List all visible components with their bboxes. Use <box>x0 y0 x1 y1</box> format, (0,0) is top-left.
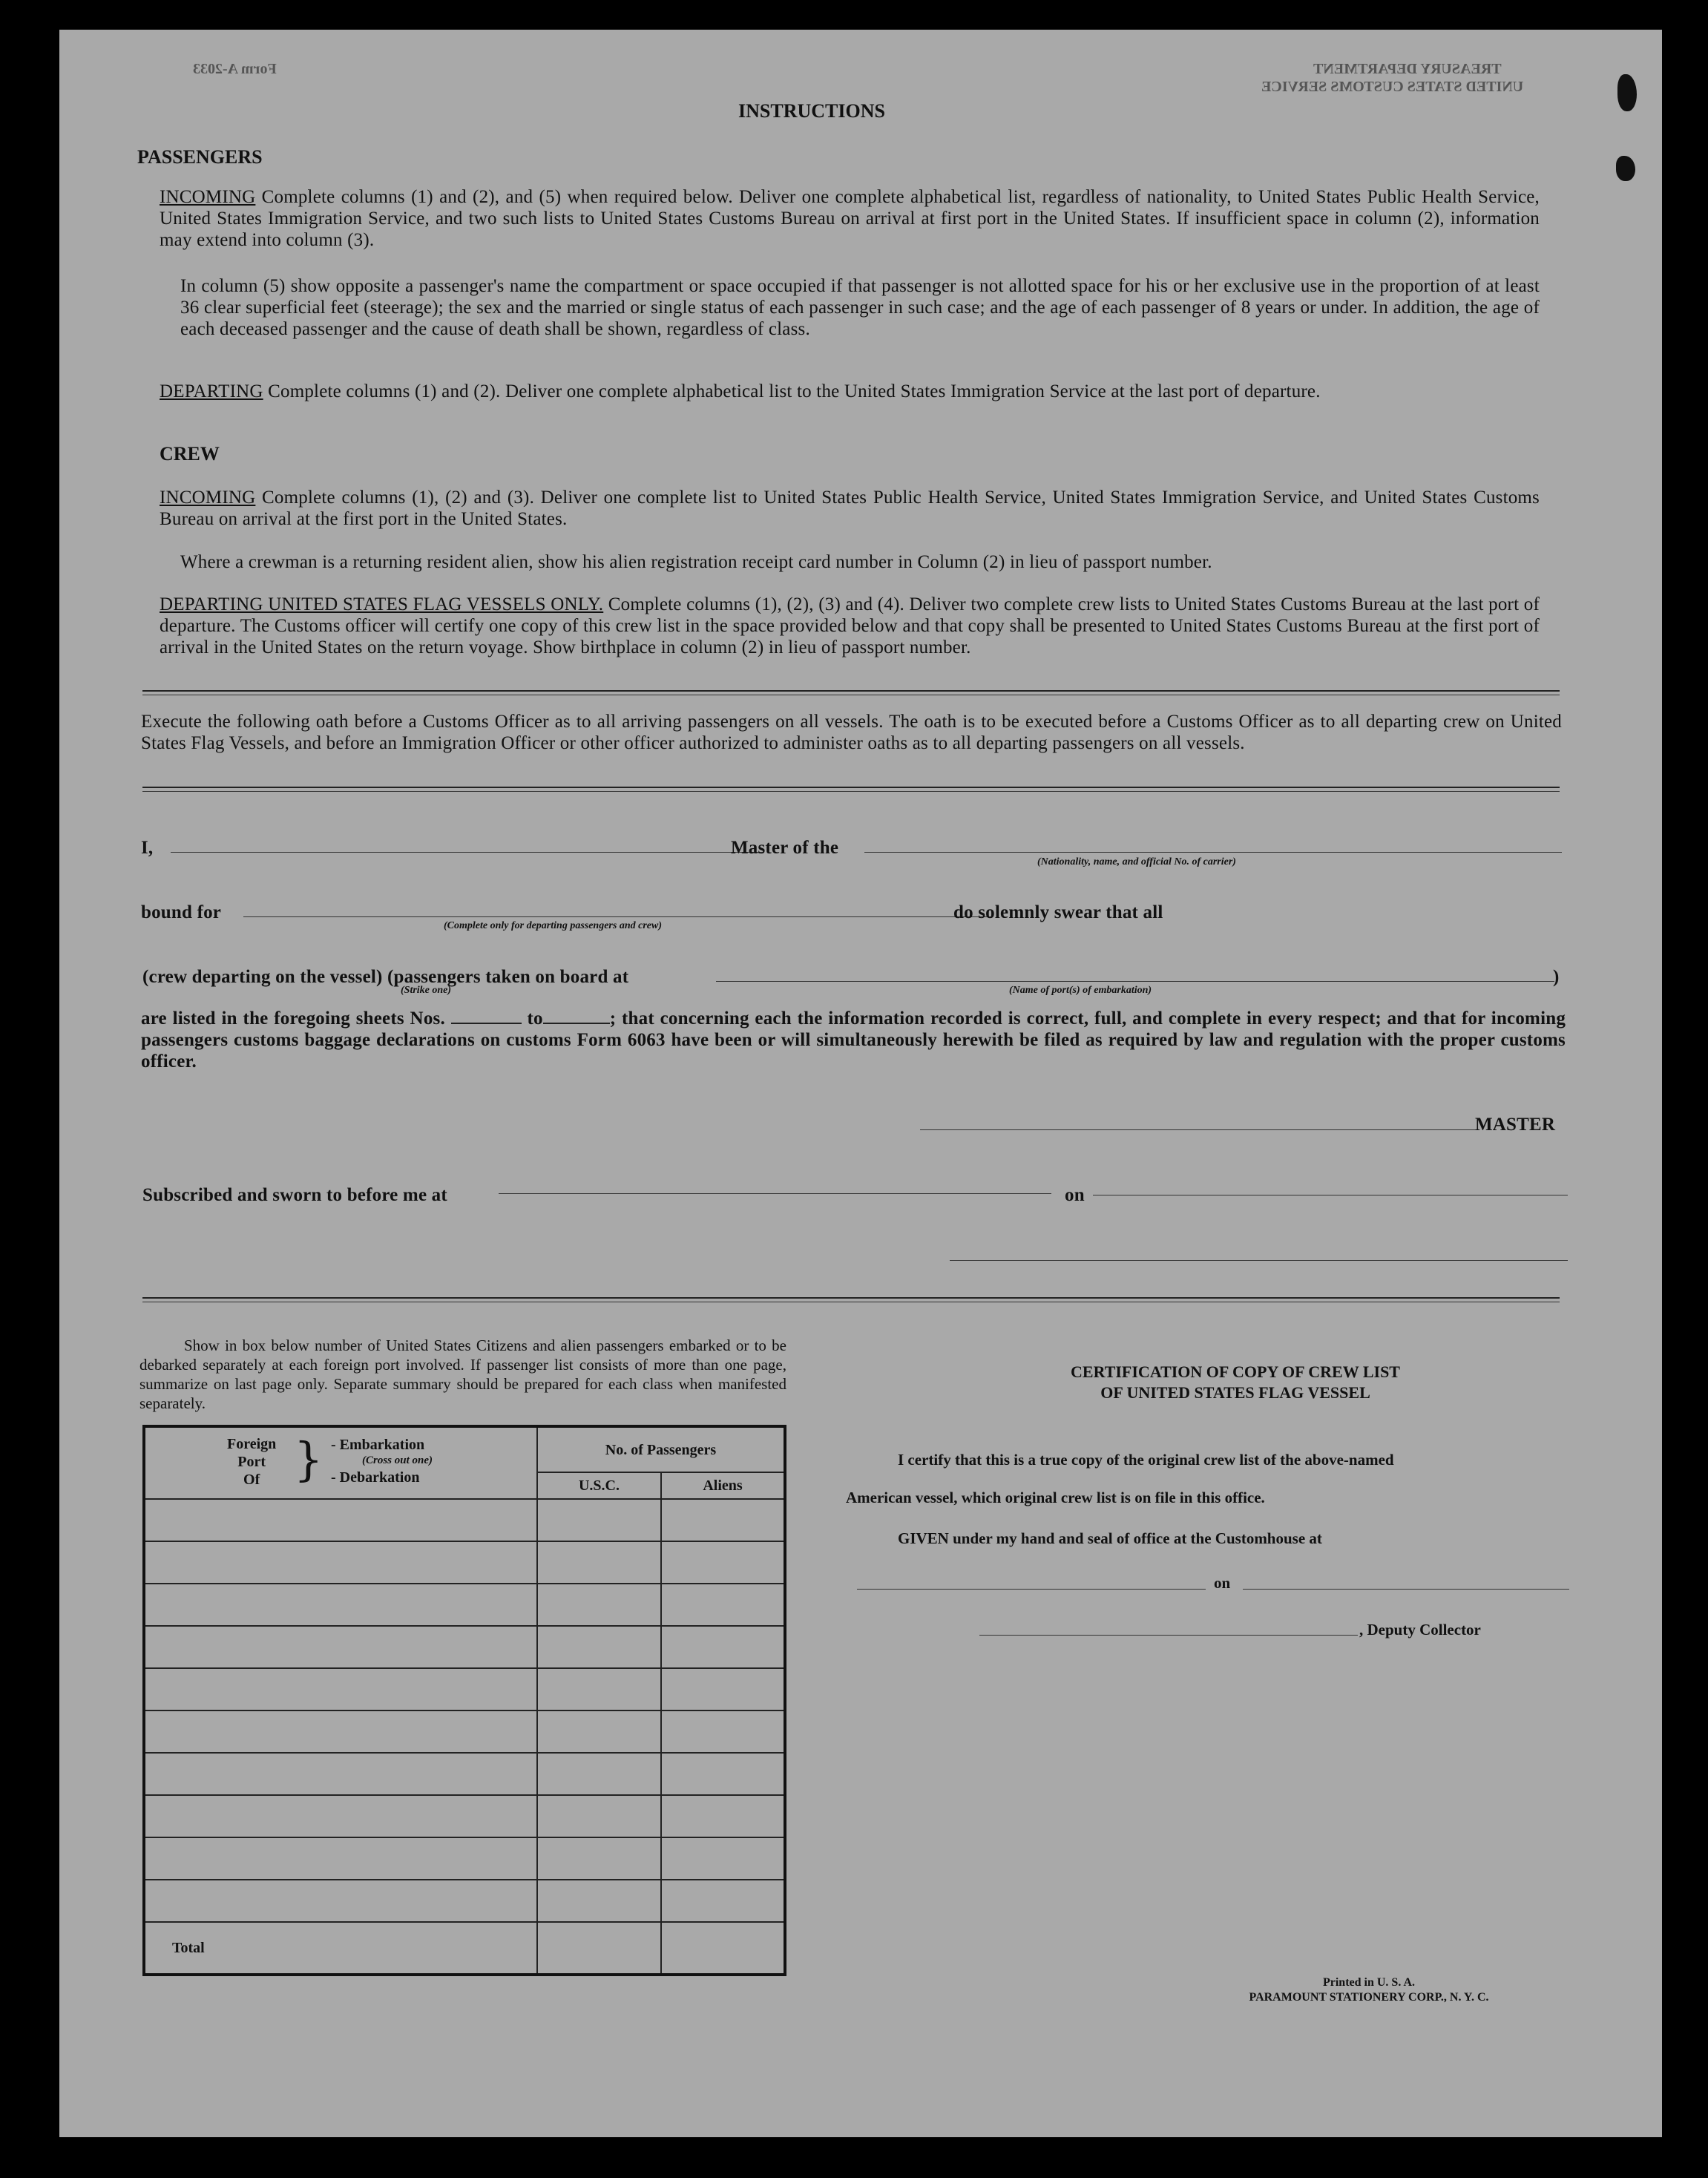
aliens-total-cell[interactable] <box>661 1922 785 1975</box>
ports-field[interactable] <box>716 981 1554 982</box>
sheets-to-field[interactable] <box>543 1009 610 1024</box>
usc-cell[interactable] <box>537 1584 661 1626</box>
ink-blot <box>1617 74 1637 111</box>
port-cell[interactable] <box>144 1668 537 1710</box>
usc-cell[interactable] <box>537 1668 661 1710</box>
aliens-cell[interactable] <box>661 1837 785 1880</box>
crew-incoming-text: Complete columns (1), (2) and (3). Deliver one complete list to United States Public Health Service, United States Immigration Service, and United States Customs Bureau on arrival at the first port in the United States. <box>160 488 1540 529</box>
usc-total-cell[interactable] <box>537 1922 661 1975</box>
port-cell[interactable] <box>144 1880 537 1922</box>
usc-cell[interactable] <box>537 1753 661 1795</box>
document-page <box>59 30 1662 2137</box>
customhouse-field[interactable] <box>857 1589 1206 1590</box>
no-passengers-label: No. of Passengers <box>538 1429 784 1473</box>
table-row <box>144 1541 785 1584</box>
crew-incoming-label: INCOMING <box>160 488 256 508</box>
crew-departing-label: DEPARTING UNITED STATES FLAG VESSELS ONLY. <box>160 594 604 614</box>
ink-blot <box>1616 156 1635 181</box>
subscribed-on-label: on <box>1065 1185 1085 1205</box>
divider-rule <box>142 1297 1560 1299</box>
summary-instructions: Show in box below number of United States Citizens and alien passengers embarked or to be debarked separately at each foreign port involved. If passenger list consists of more than one page, summarize on last page only. Separate summary should be prepared for each class when manifested separately. <box>139 1336 786 1412</box>
table-row <box>144 1668 785 1710</box>
certification-title: CERTIFICATION OF COPY OF CREW LIST OF UNITED STATES FLAG VESSEL <box>1071 1362 1400 1402</box>
strike-one-caption: (Strike one) <box>401 985 452 996</box>
table-row <box>144 1710 785 1753</box>
certify-text: I certify that this is a true copy of the original crew list of the above-named <box>898 1451 1394 1469</box>
aliens-cell[interactable] <box>661 1795 785 1837</box>
usc-cell[interactable] <box>537 1795 661 1837</box>
aliens-cell[interactable] <box>661 1626 785 1668</box>
oath-i-label: I, <box>141 838 154 858</box>
passengers-header-cell <box>537 1426 785 1499</box>
master-signature-line[interactable] <box>920 1129 1477 1130</box>
debarkation-label[interactable]: - Debarkation <box>331 1469 420 1486</box>
crew-departing-text: Complete columns (1), (2), (3) and (4). Deliver two complete crew lists to United States Customs Bureau at the last port of departure. The Customs officer will certify one copy of this crew list in the space provided below and that copy shall be presented to United States Customs Bureau at the first port of arrival in the United States on the return voyage. Show birthplace in column (2) in lieu of passport number. <box>160 594 1540 657</box>
port-cell[interactable] <box>144 1499 537 1541</box>
oath-swear-label: do solemnly swear that all <box>953 902 1163 922</box>
passengers-incoming-paragraph <box>160 186 1540 251</box>
deputy-collector-label: , Deputy Collector <box>1359 1621 1481 1639</box>
usc-cell[interactable] <box>537 1710 661 1753</box>
sheets-from-field[interactable] <box>451 1009 522 1024</box>
passengers-incoming-text: Complete columns (1) and (2), and (5) when required below. Deliver one complete alphabetical list, regardless of nationality, to United States Public Health Service, United States Immigration Service, and two such lists to United States Customs Bureau on arrival at first port in the United States. If insufficient space in column (2), information may extend into column (3). <box>160 187 1540 250</box>
certification-date-field[interactable] <box>1243 1589 1569 1590</box>
crew-alien-paragraph: Where a crewman is a returning resident alien, show his alien registration receipt card number in Column (2) in lieu of passport number. <box>180 552 1212 572</box>
oath-instructions: Execute the following oath before a Customs Officer as to all arriving passengers on all vessels. The oath is to be executed before a Customs Officer as to all departing crew on United States Flag Vessels, and before an Immigration Officer or other officer authorized to administer oaths as to all departing passengers on all vessels. <box>141 712 1562 753</box>
port-header-label: Foreign Port Of <box>227 1436 277 1488</box>
table-row <box>144 1880 785 1922</box>
oath-listed-paragraph <box>141 1008 1566 1072</box>
bleed-through-service: UNITED STATES CUSTOMS SERVICE <box>1261 79 1524 95</box>
passengers-column5-paragraph: In column (5) show opposite a passenger's name the compartment or space occupied if that passenger is not allotted space for his or her exclusive use in the proportion of at least 36 clear superficial feet (steerage); the sex and the married or single status of each passenger in such case; and the age of each passenger of 8 years or under. In addition, the age of each deceased passenger and the cause of death shall be shown, regardless of class. <box>180 276 1540 339</box>
crew-incoming-paragraph <box>160 487 1540 530</box>
carrier-caption: (Nationality, name, and official No. of carrier) <box>1037 856 1236 867</box>
crew-departing-paragraph <box>160 594 1540 658</box>
vessel-text: American vessel, which original crew list is on file in this office. <box>846 1489 1265 1506</box>
usc-cell[interactable] <box>537 1541 661 1584</box>
oath-to-label: to <box>527 1008 543 1029</box>
officer-signature-line[interactable] <box>950 1260 1568 1261</box>
bleed-through-department: TREASURY DEPARTMENT <box>1313 61 1502 77</box>
port-cell[interactable] <box>144 1710 537 1753</box>
page-title: INSTRUCTIONS <box>738 100 885 122</box>
aliens-cell[interactable] <box>661 1710 785 1753</box>
usc-cell[interactable] <box>537 1880 661 1922</box>
port-cell[interactable] <box>144 1541 537 1584</box>
given-text: GIVEN under my hand and seal of office at the Customhouse at <box>898 1529 1322 1547</box>
divider-rule <box>142 690 1560 692</box>
usc-header: U.S.C. <box>538 1473 662 1498</box>
table-row <box>144 1584 785 1626</box>
passengers-departing-label: DEPARTING <box>160 381 263 401</box>
passengers-departing-paragraph <box>160 381 1540 402</box>
port-cell[interactable] <box>144 1837 537 1880</box>
oath-bound-for-label: bound for <box>141 902 222 922</box>
master-label: MASTER <box>1475 1115 1556 1135</box>
port-cell[interactable] <box>144 1795 537 1837</box>
ports-caption: (Name of port(s) of embarkation) <box>1009 985 1152 996</box>
oath-crew-departing-label: (crew departing on the vessel) (passengers taken on board at <box>142 967 629 987</box>
passenger-summary-table <box>142 1425 786 1976</box>
bleed-through-form-number: Form A-2033 <box>193 61 277 77</box>
embarkation-label[interactable]: - Embarkation <box>331 1437 425 1453</box>
oath-listed-label: are listed in the foregoing sheets Nos. <box>141 1008 445 1029</box>
passengers-heading: PASSENGERS <box>137 146 263 168</box>
table-row <box>144 1837 785 1880</box>
aliens-cell[interactable] <box>661 1668 785 1710</box>
master-name-field[interactable] <box>171 852 764 853</box>
port-cell[interactable] <box>144 1584 537 1626</box>
oath-listed-rest: ; that concerning each the information recorded is correct, full, and complete in every respect; and that for incoming passengers customs baggage declarations on customs Form 6063 have been or will simultaneously herewith be filed as required by law and regulation with the proper customs officer. <box>141 1008 1566 1072</box>
table-row <box>144 1753 785 1795</box>
aliens-cell[interactable] <box>661 1753 785 1795</box>
printer-imprint: Printed in U. S. A. PARAMOUNT STATIONERY CORP., N. Y. C. <box>1249 1976 1489 2004</box>
aliens-cell[interactable] <box>661 1584 785 1626</box>
aliens-cell[interactable] <box>661 1499 785 1541</box>
port-cell[interactable] <box>144 1753 537 1795</box>
bound-for-field[interactable] <box>243 916 991 917</box>
usc-cell[interactable] <box>537 1626 661 1668</box>
crew-heading: CREW <box>160 443 220 465</box>
divider-rule <box>142 791 1560 792</box>
subscribed-place-field[interactable] <box>499 1193 1051 1194</box>
passengers-departing-text: Complete columns (1) and (2). Deliver one complete alphabetical list to the United States Immigration Service at the last port of departure. <box>263 381 1321 401</box>
passengers-incoming-label: INCOMING <box>160 187 256 207</box>
oath-close-paren: ) <box>1553 967 1560 987</box>
port-cell[interactable] <box>144 1626 537 1668</box>
cross-out-caption: (Cross out one) <box>362 1454 433 1466</box>
table-row <box>144 1499 785 1541</box>
usc-cell[interactable] <box>537 1837 661 1880</box>
divider-rule <box>142 787 1560 788</box>
aliens-cell[interactable] <box>661 1541 785 1584</box>
bound-for-caption: (Complete only for departing passengers and crew) <box>444 920 662 931</box>
usc-cell[interactable] <box>537 1499 661 1541</box>
subscribed-label: Subscribed and sworn to before me at <box>142 1185 447 1205</box>
deputy-signature-line[interactable] <box>979 1635 1358 1636</box>
brace-glyph: } <box>294 1432 323 1486</box>
table-row <box>144 1626 785 1668</box>
table-row <box>144 1795 785 1837</box>
aliens-cell[interactable] <box>661 1880 785 1922</box>
total-label: Total <box>144 1922 537 1975</box>
total-row <box>144 1922 785 1975</box>
oath-master-of-label: Master of the <box>731 838 839 858</box>
port-header-cell <box>144 1426 537 1499</box>
aliens-header: Aliens <box>703 1477 743 1494</box>
certification-on-label: on <box>1214 1574 1231 1592</box>
carrier-field[interactable] <box>864 852 1562 853</box>
